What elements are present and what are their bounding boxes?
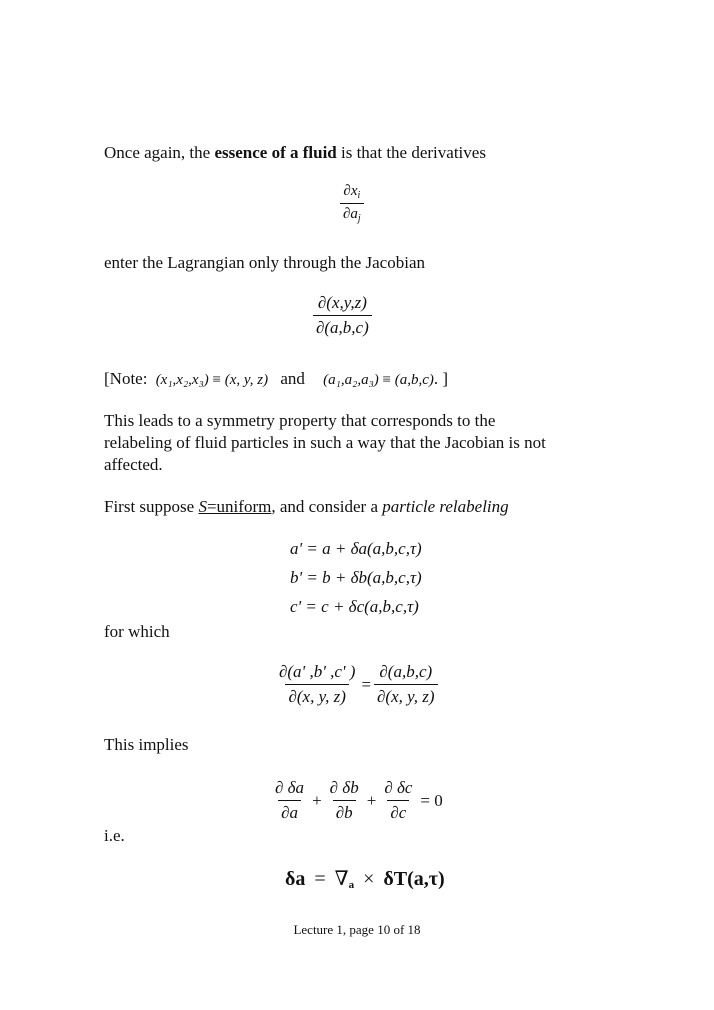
cross-product-sign: ×: [363, 868, 375, 890]
fraction-numerator: ∂ δa: [275, 778, 305, 797]
note-label: [Note:: [104, 369, 148, 388]
page-footer: Lecture 1, page 10 of 18: [293, 922, 421, 937]
jacobian-invariance-equation: [276, 662, 438, 707]
bold-text: essence of a fluid: [214, 143, 337, 162]
note-line: [104, 368, 448, 391]
fraction-numerator: ∂(a' ,b' ,c' ): [279, 662, 356, 681]
fraction-denominator: ∂b: [333, 800, 356, 823]
nabla-symbol: ∇: [334, 868, 349, 890]
fraction-numerator: ∂ δc: [384, 778, 413, 797]
paragraph-relabeling: [104, 496, 509, 518]
term-b-fraction: [327, 778, 362, 823]
text: is that the derivatives: [336, 143, 486, 162]
plus-sign: +: [366, 790, 377, 810]
delta-a-vector: δa: [285, 868, 306, 890]
relabel-equation-a: a' = a + δa(a,b,c,τ): [290, 539, 422, 558]
equals-sign: =: [314, 868, 326, 890]
equals-zero: = 0: [420, 790, 443, 810]
note-close: . ]: [433, 369, 449, 388]
paragraph-ie: i.e.: [104, 826, 125, 845]
fraction-denominator: ∂(a,b,c): [313, 315, 372, 338]
equals-sign: =: [361, 674, 372, 694]
note-math-1: (x₁,x₂,x₃) ≡ (x, y, z): [155, 372, 269, 388]
paragraph-this-implies: This implies: [104, 735, 189, 754]
italic-text: particle relabeling: [382, 497, 509, 516]
paragraph-essence: [104, 142, 486, 164]
text: , and consider a: [271, 497, 383, 516]
note-math-2: (a₁,a₂,a₃) ≡ (a,b,c): [323, 372, 434, 388]
fraction-numerator: ∂(x,y,z): [317, 293, 367, 312]
underlined-text: S=uniform: [198, 497, 272, 516]
fraction-numerator: ∂ δb: [329, 778, 359, 797]
fraction-denominator: ∂(x, y, z): [285, 684, 349, 707]
paragraph-symmetry-line2: relabeling of fluid particles in such a way that the Jacobian is not: [104, 433, 546, 452]
lhs-fraction: [276, 662, 358, 707]
stream-function-equation: [285, 866, 445, 891]
plus-sign: +: [312, 790, 322, 810]
fraction-denominator: ∂(x, y, z): [374, 684, 438, 707]
paragraph-symmetry-line1: This leads to a symmetry property that corresponds to the: [104, 411, 496, 430]
term-a-fraction: [272, 778, 307, 823]
paragraph-for-which: for which: [104, 622, 170, 641]
relabel-equation-c: c' = c + δc(a,b,c,τ): [290, 597, 419, 616]
delta-t-vector: δT(a,τ): [383, 868, 445, 890]
fraction-numerator: $\partial x_i$: [343, 183, 361, 201]
fraction-numerator: ∂(a,b,c): [379, 662, 433, 681]
nabla-subscript: a: [348, 879, 355, 891]
fraction-denominator: ∂a: [278, 800, 301, 823]
note-and: and: [280, 369, 305, 388]
relabel-equation-b: b' = b + δb(a,b,c,τ): [290, 568, 422, 587]
fraction-denominator: $\partial a_j$: [340, 203, 364, 224]
divergence-equation: [272, 778, 443, 823]
rhs-fraction: [374, 662, 438, 707]
text: First suppose: [104, 497, 199, 516]
derivative-fraction: [340, 183, 364, 224]
paragraph-lagrangian: enter the Lagrangian only through the Jacobian: [104, 253, 425, 272]
term-c-fraction: [381, 778, 415, 823]
paragraph-symmetry-line3: affected.: [104, 455, 163, 474]
fraction-denominator: ∂c: [387, 800, 409, 823]
text: Once again, the: [104, 143, 215, 162]
jacobian-fraction: [313, 293, 372, 338]
s-uniform: =uniform: [206, 497, 272, 516]
